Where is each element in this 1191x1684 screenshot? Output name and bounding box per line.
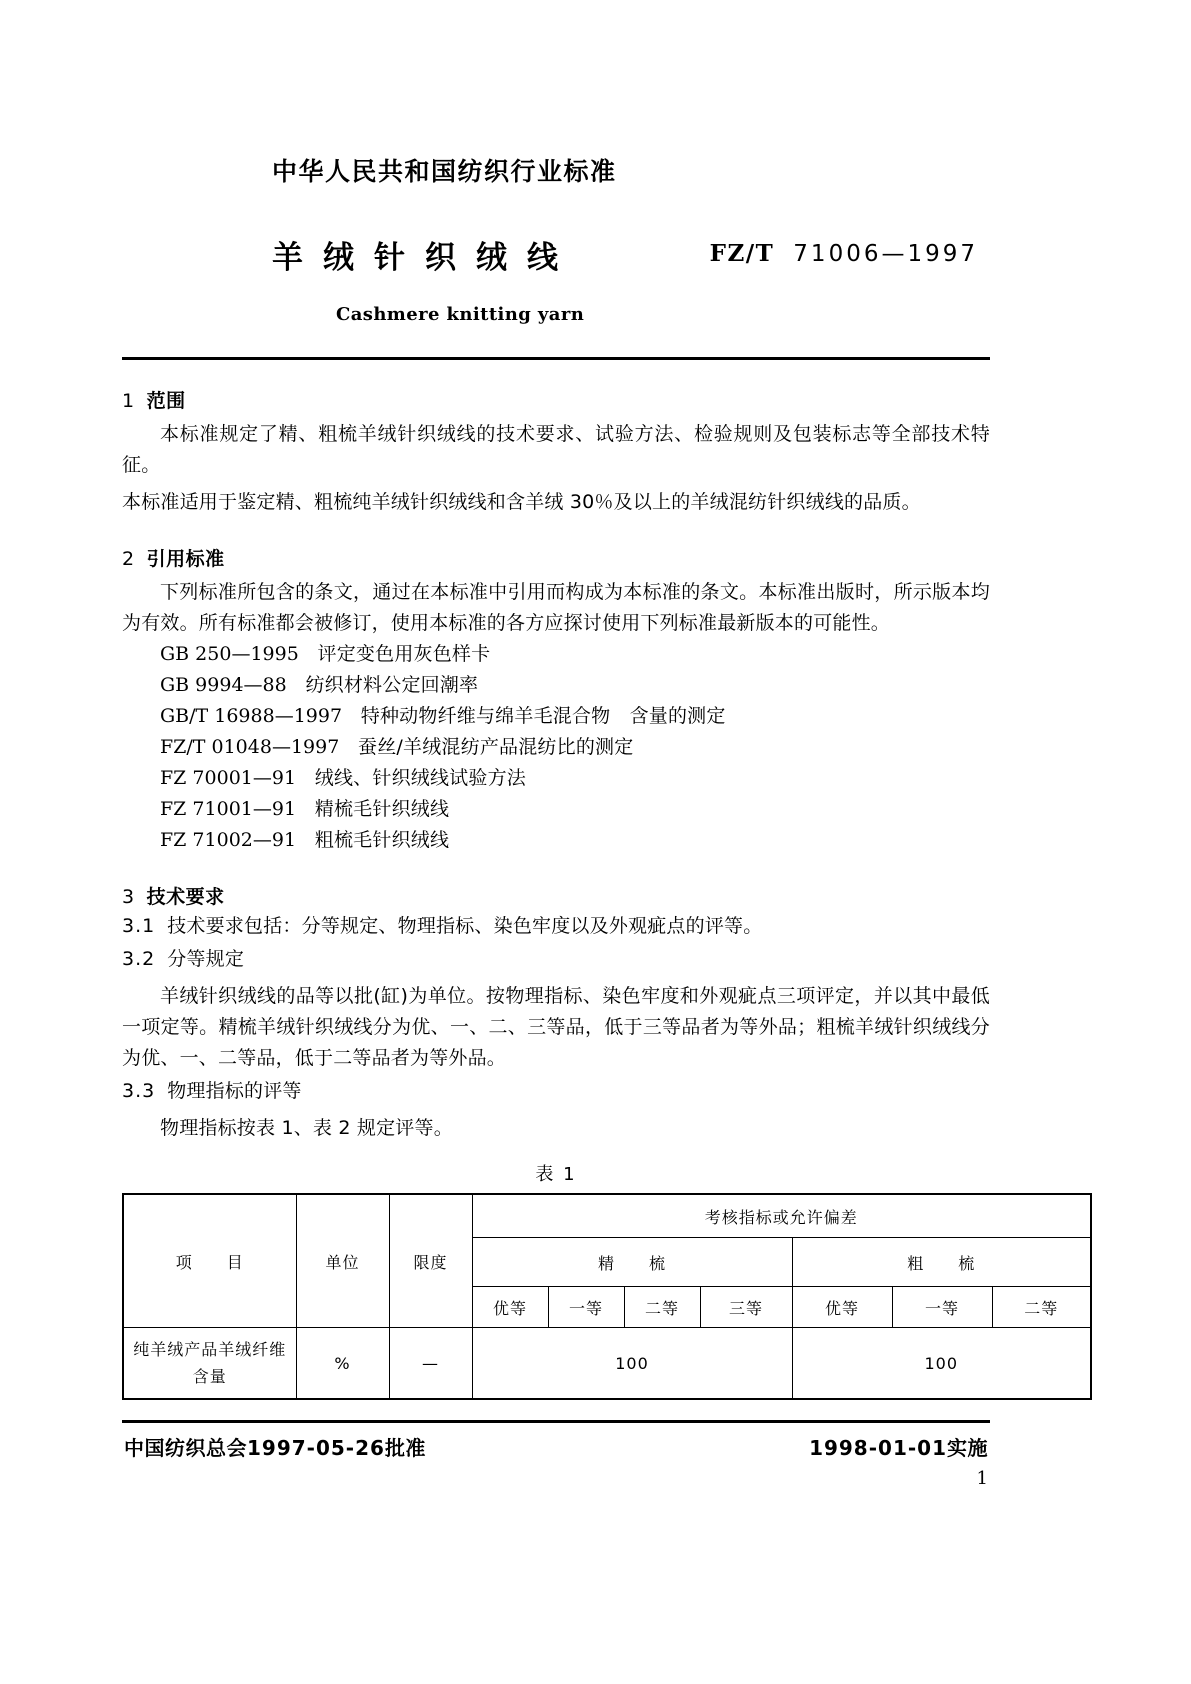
approval-date: 1997-05-26 bbox=[247, 1436, 385, 1460]
table-header-grade-combed-1: 优等 bbox=[472, 1287, 548, 1328]
table-header-combed: 精 梳 bbox=[472, 1238, 792, 1287]
effective-date: 1998-01-01 bbox=[809, 1436, 947, 1460]
reference-item bbox=[122, 732, 990, 763]
reference-item bbox=[122, 825, 990, 856]
reference-code: GB 250—1995 bbox=[160, 643, 299, 665]
clause-3-3-paragraph: 物理指标按表 1、表 2 规定评等。 bbox=[160, 1117, 453, 1139]
table-row bbox=[123, 1328, 1091, 1400]
section-2-label: 引用标准 bbox=[146, 548, 225, 570]
reference-code: FZ 71001—91 bbox=[160, 798, 297, 820]
clause-3-1-number: 3.1 bbox=[122, 915, 156, 937]
clause-3-2-number: 3.2 bbox=[122, 948, 156, 970]
approval-statement bbox=[124, 1432, 426, 1461]
table-cell-combed-value: 100 bbox=[472, 1328, 792, 1400]
footer-divider bbox=[122, 1420, 990, 1423]
clause-3-3 bbox=[122, 1076, 990, 1107]
table-cell-limit: — bbox=[389, 1328, 472, 1400]
standard-number bbox=[710, 240, 978, 267]
reference-name: 绒线、针织绒线试验方法 bbox=[314, 767, 526, 789]
reference-name: 特种动物纤维与绵羊毛混合物 含量的测定 bbox=[360, 705, 726, 727]
footer-line bbox=[122, 1432, 990, 1462]
reference-name: 评定变色用灰色样卡 bbox=[317, 643, 491, 665]
approval-organization: 中国纺织总会 bbox=[124, 1436, 247, 1460]
table-cell-carded-value: 100 bbox=[792, 1328, 1091, 1400]
section-1-label: 范围 bbox=[146, 390, 186, 412]
table-header-limit: 限度 bbox=[389, 1194, 472, 1328]
page-footer bbox=[122, 1420, 990, 1489]
table-header-grade-combed-2: 一等 bbox=[548, 1287, 624, 1328]
clause-3-1 bbox=[122, 911, 990, 942]
effective-statement bbox=[809, 1432, 988, 1461]
table-header-item-label: 项 目 bbox=[175, 1252, 244, 1272]
header-divider bbox=[122, 357, 990, 360]
section-1-paragraph-2: 本标准适用于鉴定精、粗梳纯羊绒针织绒线和含羊绒 30％及以上的羊绒混纺针织绒线的品质。 bbox=[122, 491, 921, 513]
table-1-caption: 表 1 bbox=[535, 1164, 577, 1185]
document-content bbox=[122, 0, 1059, 1400]
reference-code: FZ 71002—91 bbox=[160, 829, 297, 851]
reference-item bbox=[122, 794, 990, 825]
clause-3-2-paragraph: 羊绒针织绒线的品等以批(缸)为单位。按物理指标、染色牢度和外观疵点三项评定，并以其中最低一项定等。精梳羊绒针织绒线分为优、一、二、三等品，低于三等品者为等外品；粗梳羊绒针织绒线分为优、一、二等品，低于二等品者为等外品。 bbox=[122, 985, 990, 1069]
standard-number-value: 71006—1997 bbox=[793, 241, 978, 267]
section-2-number: 2 bbox=[122, 548, 135, 570]
reference-code: GB/T 16988—1997 bbox=[160, 705, 343, 727]
title-row bbox=[122, 232, 990, 276]
approval-suffix: 批准 bbox=[384, 1436, 426, 1460]
reference-item bbox=[122, 701, 990, 732]
reference-item bbox=[122, 670, 990, 701]
clause-3-2 bbox=[122, 944, 990, 975]
reference-code: GB 9994—88 bbox=[160, 674, 287, 696]
section-heading-2 bbox=[122, 544, 990, 571]
section-1-paragraph-1: 本标准规定了精、粗梳羊绒针织绒线的技术要求、试验方法、检验规则及包装标志等全部技术特征。 bbox=[122, 423, 990, 476]
table-header-grade-carded-2: 一等 bbox=[892, 1287, 992, 1328]
table-header-grade-combed-3: 二等 bbox=[624, 1287, 700, 1328]
reference-name: 纺织材料公定回潮率 bbox=[305, 674, 479, 696]
table-row bbox=[123, 1194, 1091, 1238]
english-title: Cashmere knitting yarn bbox=[336, 304, 585, 325]
reference-name: 蚕丝/羊绒混纺产品混纺比的测定 bbox=[358, 736, 634, 758]
effective-suffix: 实施 bbox=[947, 1436, 988, 1460]
reference-code: FZ/T 01048—1997 bbox=[160, 736, 340, 758]
reference-code: FZ 70001—91 bbox=[160, 767, 297, 789]
standard-number-prefix: FZ/T bbox=[709, 240, 775, 267]
section-heading-1 bbox=[122, 386, 990, 413]
masthead-title: 中华人民共和国纺织行业标准 bbox=[272, 157, 617, 186]
section-heading-3 bbox=[122, 882, 990, 909]
table-cell-unit: % bbox=[296, 1328, 389, 1400]
table-header-carded: 粗 梳 bbox=[792, 1238, 1091, 1287]
table-header-item bbox=[123, 1194, 296, 1328]
table-header-unit: 单位 bbox=[296, 1194, 389, 1328]
reference-name: 粗梳毛针织绒线 bbox=[314, 829, 450, 851]
table-1 bbox=[122, 1193, 1092, 1400]
page-title: 羊绒针织绒线 bbox=[272, 240, 578, 276]
reference-item bbox=[122, 763, 990, 794]
clause-3-2-text: 分等规定 bbox=[167, 948, 245, 970]
table-header-grade-carded-1: 优等 bbox=[792, 1287, 892, 1328]
clause-3-3-number: 3.3 bbox=[122, 1080, 156, 1102]
clause-3-1-text: 技术要求包括：分等规定、物理指标、染色牢度以及外观疵点的评等。 bbox=[167, 915, 763, 937]
reference-name: 精梳毛针织绒线 bbox=[314, 798, 450, 820]
table-header-grade-carded-3: 二等 bbox=[992, 1287, 1091, 1328]
clause-3-3-text: 物理指标的评等 bbox=[167, 1080, 302, 1102]
page-number: 1 bbox=[976, 1468, 988, 1489]
section-3-label: 技术要求 bbox=[146, 886, 225, 908]
reference-item bbox=[122, 639, 990, 670]
table-header-grade-combed-4: 三等 bbox=[700, 1287, 792, 1328]
section-3-number: 3 bbox=[122, 886, 135, 908]
section-2-paragraph-1: 下列标准所包含的条文，通过在本标准中引用而构成为本标准的条文。本标准出版时，所示版本均为有效。所有标准都会被修订，使用本标准的各方应探讨使用下列标准最新版本的可能性。 bbox=[122, 581, 990, 634]
section-1-number: 1 bbox=[122, 390, 135, 412]
table-cell-item: 纯羊绒产品羊绒纤维含量 bbox=[123, 1328, 296, 1400]
table-header-assessment: 考核指标或允许偏差 bbox=[472, 1194, 1091, 1238]
